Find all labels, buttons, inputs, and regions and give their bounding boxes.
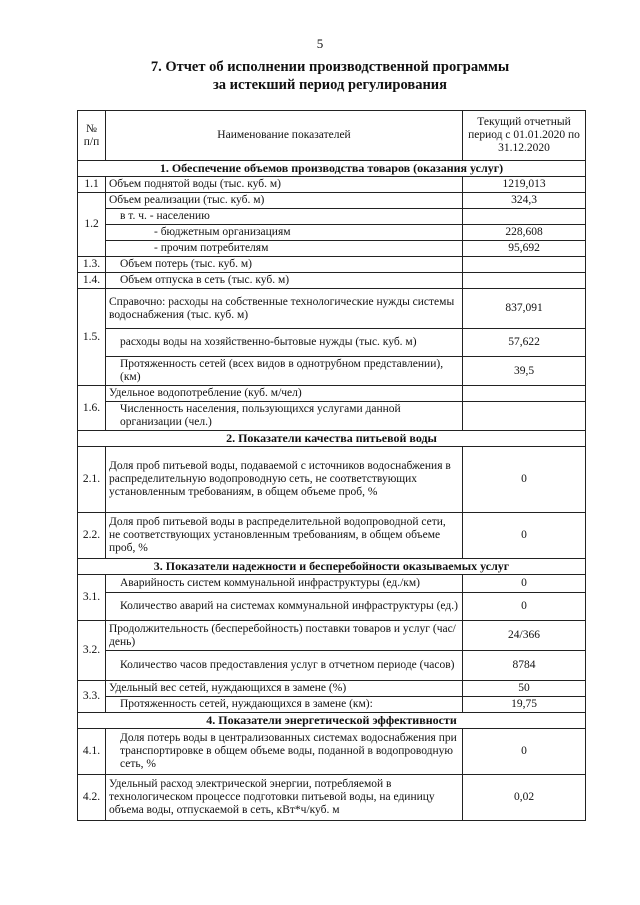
table-row: [78, 513, 586, 559]
row-value: [463, 386, 586, 402]
row-name: Объем потерь (тыс. куб. м): [106, 257, 463, 273]
document-title: [110, 58, 550, 94]
row-number: 1.5.: [78, 289, 106, 386]
table-row: [78, 177, 586, 193]
table-row: [78, 193, 586, 209]
row-name: расходы воды на хозяйственно-бытовые нужды (тыс. куб. м): [106, 329, 463, 357]
row-value: 0,02: [463, 775, 586, 821]
row-value: 837,091: [463, 289, 586, 329]
row-name: в т. ч. - населению: [106, 209, 463, 225]
header-period: Текущий отчетный период с 01.01.2020 по 31.12.2020: [463, 111, 586, 161]
row-value: [463, 257, 586, 273]
table-row: [78, 241, 586, 257]
row-name: Доля проб питьевой воды, подаваемой с источников водоснабжения в распределительную водопроводную сеть, не соответствующих установленным требованиям, в общем объеме проб, %: [106, 447, 463, 513]
table-row: [78, 357, 586, 386]
section-heading: [78, 161, 586, 177]
row-name: Протяженность сетей (всех видов в однотрубном представлении), (км): [106, 357, 463, 386]
row-number: 3.3.: [78, 681, 106, 713]
row-value: 39,5: [463, 357, 586, 386]
header-name: Наименование показателей: [106, 111, 463, 161]
row-value: 8784: [463, 651, 586, 681]
table-row: [78, 575, 586, 593]
table-row: [78, 681, 586, 697]
table-row: [78, 273, 586, 289]
row-number: 1.4.: [78, 273, 106, 289]
report-table: [77, 110, 586, 821]
row-value: [463, 209, 586, 225]
row-value: 0: [463, 447, 586, 513]
section-4-title: 4. Показатели энергетической эффективности: [78, 713, 586, 729]
section-3-title: 3. Показатели надежности и бесперебойности оказываемых услуг: [78, 559, 586, 575]
row-name: Продолжительность (бесперебойность) поставки товаров и услуг (час/день): [106, 621, 463, 651]
row-name: Объем реализации (тыс. куб. м): [106, 193, 463, 209]
row-number: 2.2.: [78, 513, 106, 559]
section-heading: [78, 713, 586, 729]
row-name: Удельный вес сетей, нуждающихся в замене (%): [106, 681, 463, 697]
table-row: [78, 447, 586, 513]
row-value: 228,608: [463, 225, 586, 241]
row-name: - прочим потребителям: [106, 241, 463, 257]
table-header-row: [78, 111, 586, 161]
table-row: [78, 329, 586, 357]
row-value: [463, 402, 586, 431]
table-row: [78, 386, 586, 402]
row-value: 57,622: [463, 329, 586, 357]
section-heading: [78, 559, 586, 575]
row-name: Справочно: расходы на собственные технологические нужды системы водоснабжения (тыс. куб. м): [106, 289, 463, 329]
table-row: [78, 289, 586, 329]
row-name: Удельный расход электрической энергии, потребляемой в технологическом процессе подготовки питьевой воды, на единицу объема воды, отпускаемой в сеть, кВт*ч/куб. м: [106, 775, 463, 821]
row-name: Количество часов предоставления услуг в отчетном периоде (часов): [106, 651, 463, 681]
row-name: Объем отпуска в сеть (тыс. куб. м): [106, 273, 463, 289]
table-row: [78, 775, 586, 821]
row-value: 19,75: [463, 697, 586, 713]
row-value: 1219,013: [463, 177, 586, 193]
title-line-1: 7. Отчет об исполнении производственной программы: [150, 59, 510, 75]
row-name: Протяженность сетей, нуждающихся в замене (км):: [106, 697, 463, 713]
table-row: [78, 257, 586, 273]
table-row: [78, 697, 586, 713]
row-name: Количество аварий на системах коммунальной инфраструктуры (ед.): [106, 593, 463, 621]
row-name: Аварийность систем коммунальной инфраструктуры (ед./км): [106, 575, 463, 593]
row-number: 1.3.: [78, 257, 106, 273]
row-name: Доля проб питьевой воды в распределительной водопроводной сети, не соответствующих установленным требованиям, в общем объеме проб, %: [106, 513, 463, 559]
table-row: [78, 651, 586, 681]
row-value: 0: [463, 575, 586, 593]
row-value: 0: [463, 729, 586, 775]
section-heading: [78, 431, 586, 447]
page-number: 5: [316, 36, 324, 51]
row-number: 2.1.: [78, 447, 106, 513]
table-row: [78, 209, 586, 225]
section-1-title: 1. Обеспечение объемов производства товаров (оказания услуг): [78, 161, 586, 177]
row-number: 3.1.: [78, 575, 106, 621]
row-number: 3.2.: [78, 621, 106, 681]
row-name: - бюджетным организациям: [106, 225, 463, 241]
row-number: 4.2.: [78, 775, 106, 821]
row-value: 24/366: [463, 621, 586, 651]
section-2-title: 2. Показатели качества питьевой воды: [78, 431, 586, 447]
table-row: [78, 402, 586, 431]
row-name: Численность населения, пользующихся услугами данной организации (чел.): [106, 402, 463, 431]
row-value: [463, 273, 586, 289]
title-line-2: за истекший период регулирования: [212, 77, 448, 93]
row-number: 1.1: [78, 177, 106, 193]
row-number: 1.6.: [78, 386, 106, 431]
row-value: 324,3: [463, 193, 586, 209]
row-value: 0: [463, 513, 586, 559]
table-row: [78, 225, 586, 241]
table-row: [78, 729, 586, 775]
row-name: Удельное водопотребление (куб. м/чел): [106, 386, 463, 402]
table-row: [78, 621, 586, 651]
row-value: 0: [463, 593, 586, 621]
row-value: 95,692: [463, 241, 586, 257]
row-number: 4.1.: [78, 729, 106, 775]
row-name: Объем поднятой воды (тыс. куб. м): [106, 177, 463, 193]
row-value: 50: [463, 681, 586, 697]
row-name: Доля потерь воды в централизованных системах водоснабжения при транспортировке в общем объеме воды, поданной в водопроводную сеть, %: [106, 729, 463, 775]
row-number: 1.2: [78, 193, 106, 257]
table-row: [78, 593, 586, 621]
header-num: № п/п: [78, 111, 106, 161]
